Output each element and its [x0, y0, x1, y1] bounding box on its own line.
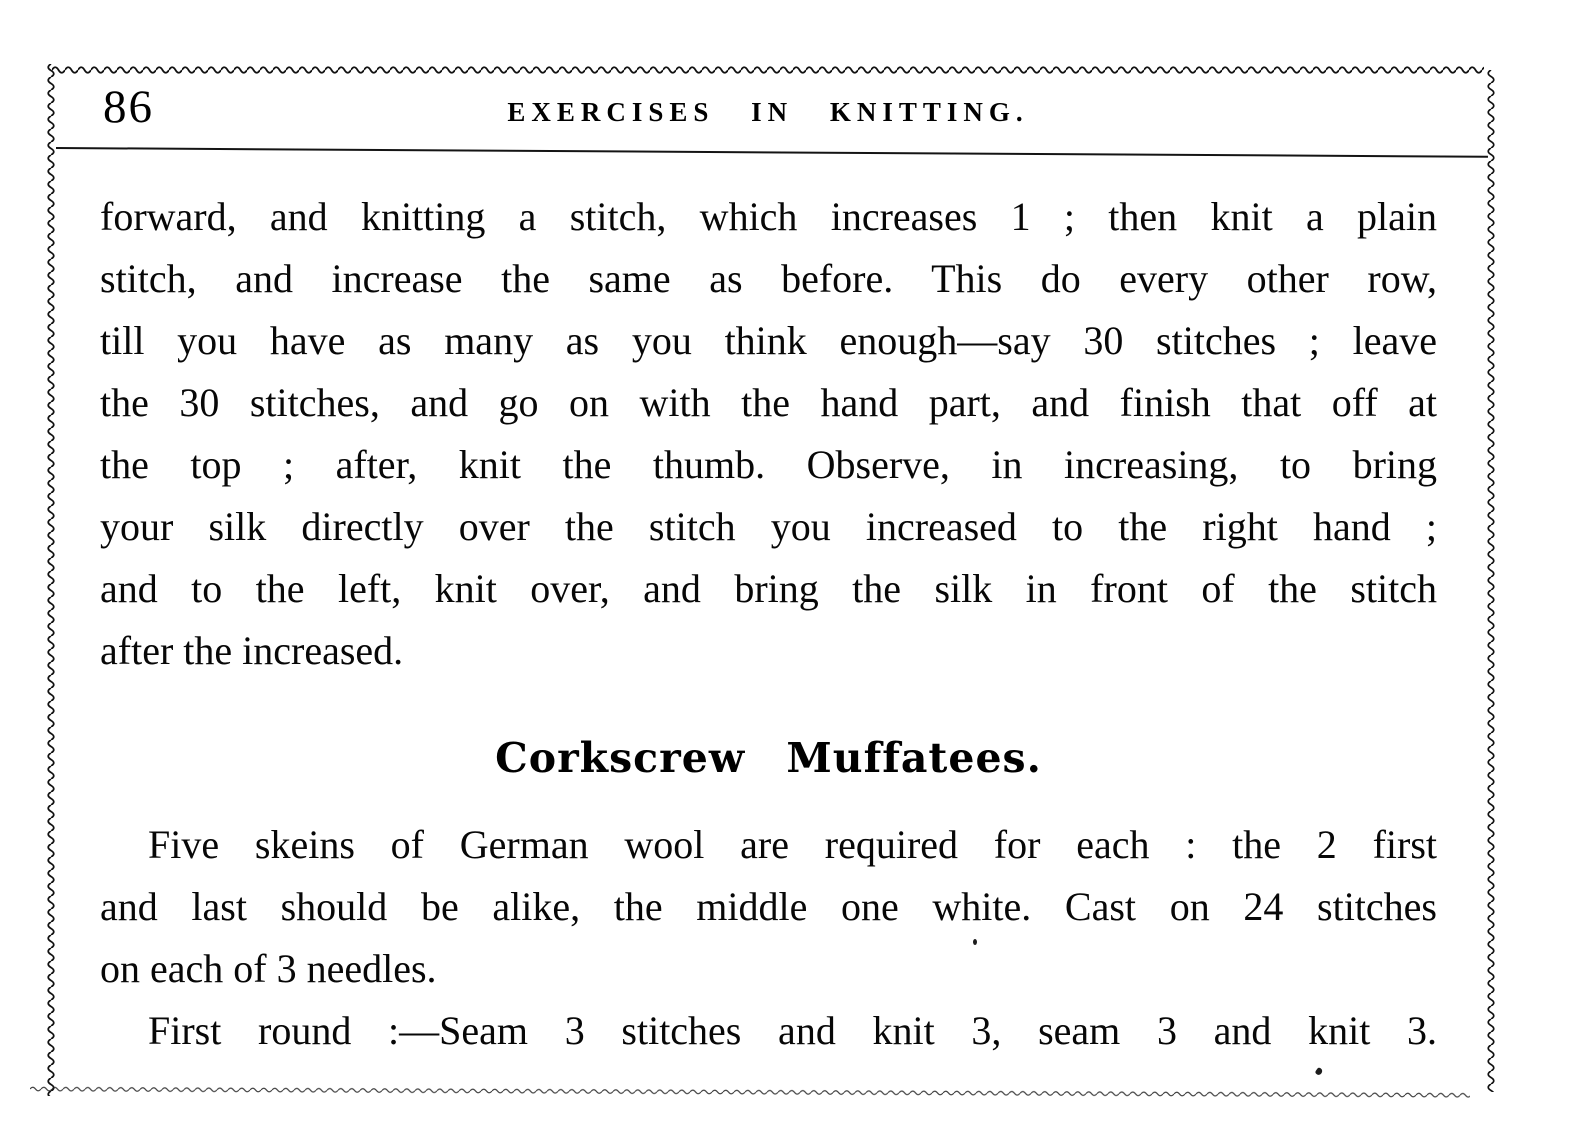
body-line: Five skeins of German wool are required for each : the 2 first — [148, 822, 1437, 867]
body-line: First round :—Seam 3 stitches and knit 3, seam 3 and knit 3. — [148, 1008, 1437, 1053]
wavy-border-bottom — [30, 1082, 1470, 1102]
body-line: and to the left, knit over, and bring the silk in front of the stitch — [100, 566, 1437, 611]
section-heading-corkscrew-muffatees: Corkscrew Muffatees. — [495, 734, 1042, 782]
scan-speck — [973, 939, 977, 945]
body-line: stitch, and increase the same as before. This do every other row, — [100, 256, 1437, 301]
body-line: your silk directly over the stitch you increased to the right hand ; — [100, 504, 1437, 549]
wavy-border-left — [44, 64, 58, 1096]
wavy-border-right — [1484, 70, 1498, 1092]
page-number: 86 — [103, 81, 154, 133]
scan-speck — [1315, 1067, 1324, 1076]
paragraph-materials — [100, 814, 1437, 1000]
paragraph-continuation — [100, 186, 1437, 682]
paragraph-first-round — [100, 1000, 1437, 1062]
text-column — [100, 186, 1437, 1062]
body-line: till you have as many as you think enough—say 30 stitches ; leave — [100, 318, 1437, 363]
header-rule — [56, 147, 1488, 158]
body-line: the top ; after, knit the thumb. Observe, in increasing, to bring — [100, 442, 1437, 487]
body-line: on each of 3 needles. — [100, 946, 437, 991]
body-line: forward, and knitting a stitch, which increases 1 ; then knit a plain — [100, 194, 1437, 239]
running-header: EXERCISES IN KNITTING. — [507, 97, 1029, 127]
body-line: and last should be alike, the middle one white. Cast on 24 stitches — [100, 884, 1437, 929]
wavy-border-top — [52, 63, 1484, 77]
body-line: after the increased. — [100, 628, 404, 673]
body-line: the 30 stitches, and go on with the hand part, and finish that off at — [100, 380, 1437, 425]
